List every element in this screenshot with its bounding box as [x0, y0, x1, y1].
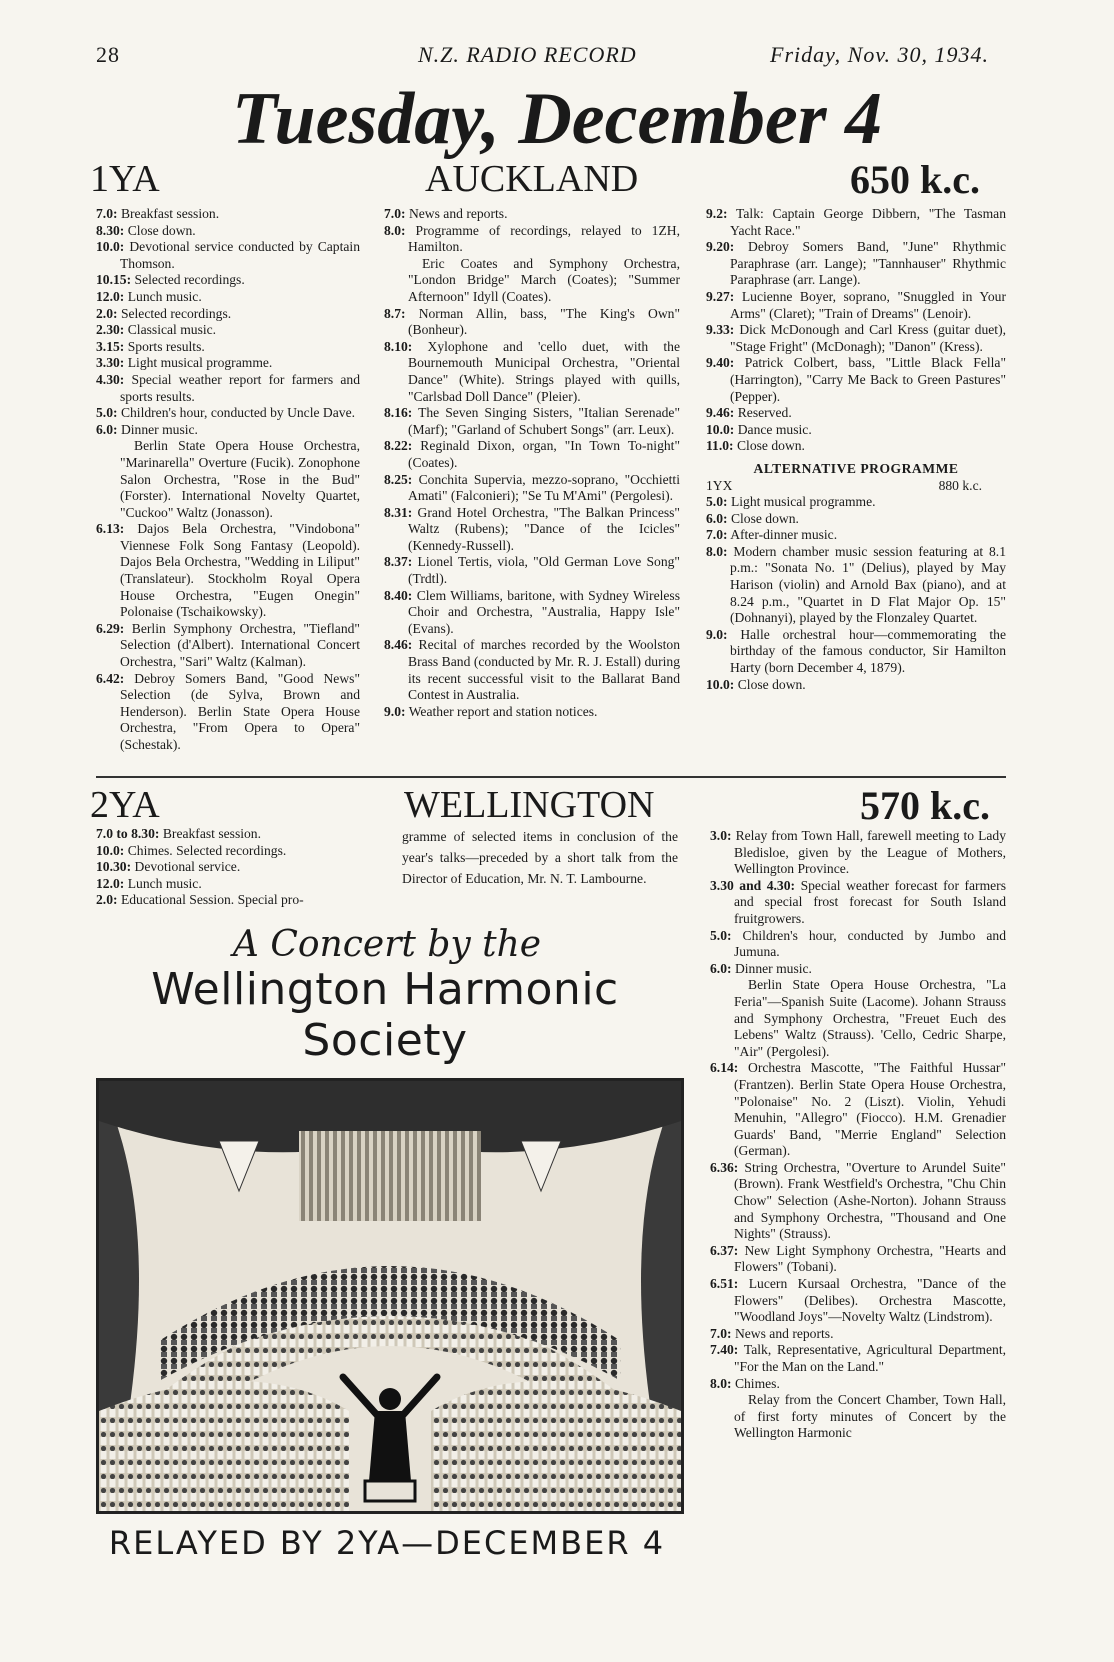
programme-entry	[710, 1060, 1006, 1160]
entry-time: 8.30:	[96, 222, 125, 238]
entry-text: Dinner music.	[120, 421, 198, 437]
entry-time: 8.0:	[384, 222, 406, 238]
entry-text: News and reports.	[734, 1325, 834, 1341]
entry-time: 7.40:	[710, 1342, 739, 1358]
programme-entry	[96, 306, 360, 323]
relayed-footer: RELAYED BY 2YA—DECEMBER 4	[108, 1524, 666, 1562]
entry-time: 10.0:	[706, 421, 735, 437]
programme-entry	[710, 878, 1006, 928]
programme-entry	[706, 527, 1006, 544]
programme-entry	[706, 206, 1006, 239]
entry-text: Berlin Symphony Orchestra, "Tiefland" Selection (d'Albert). International Concert Orchestra, "Sari" Waltz (Kalman).	[120, 620, 360, 670]
entry-text: Chimes.	[734, 1375, 780, 1391]
entry-text: Relay from Town Hall, farewell meeting to Lady Bledisloe, given by the League of Mothers, Wellington Province.	[734, 828, 1006, 877]
entry-text: Close down.	[737, 676, 806, 692]
entry-text: Programme of recordings, relayed to 1ZH, Hamilton.	[408, 222, 680, 255]
entry-time: 2.0:	[96, 892, 118, 908]
entry-time: 6.36:	[710, 1159, 739, 1175]
entry-text: Selected recordings.	[134, 272, 245, 288]
entry-time: 10.0:	[96, 239, 125, 255]
programme-entry	[706, 544, 1006, 627]
station-1ya-column-2	[384, 206, 680, 720]
entry-text: Special weather report for farmers and sports results.	[120, 371, 360, 404]
entry-time: 8.22:	[384, 438, 413, 454]
programme-entry	[96, 892, 362, 909]
entry-time: 3.30:	[96, 355, 125, 371]
entry-time: 9.40:	[706, 355, 735, 371]
station-2ya-column-2	[402, 826, 678, 889]
publication-title: N.Z. RADIO RECORD	[418, 42, 637, 67]
entry-time: 7.0 to 8.30:	[96, 826, 160, 841]
entry-time: 7.0:	[706, 527, 728, 543]
programme-entry	[96, 223, 360, 240]
entry-time: 8.7:	[384, 305, 406, 321]
entry-text: Debroy Somers Band, "June" Rhythmic Paraphrase (arr. Lange); "Tannhauser" Rhythmic Paraphrase (arr. Lange).	[730, 239, 1006, 288]
entry-time: 6.0:	[706, 510, 728, 526]
alternative-programme-heading: ALTERNATIVE PROGRAMME	[753, 460, 959, 476]
programme-entry	[706, 322, 1006, 355]
entry-text: Close down.	[736, 438, 805, 454]
entry-time: 3.15:	[96, 338, 125, 354]
concert-illustration	[96, 1078, 684, 1514]
entry-text: Classical music.	[127, 322, 217, 338]
entry-text: Dance music.	[737, 421, 812, 437]
programme-entry	[710, 1326, 1006, 1343]
programme-entry	[96, 372, 360, 405]
station-2ya-column-1	[96, 826, 362, 909]
entry-time: 10.15:	[96, 272, 132, 288]
programme-entry	[96, 438, 360, 521]
entry-time: 6.29:	[96, 620, 125, 636]
entry-text: Recital of marches recorded by the Woolston Brass Band (conducted by Mr. R. J. Estall) during its recent successful visit to the Ballarat Band Contest in Australia.	[408, 637, 680, 703]
entry-text: Modern chamber music session featuring at 8.1 p.m.: "Sonata No. 1" (Delius), played by May Harison (violin) and Arnold Bax (piano), and at 8.24 p.m., "Quartet in D Flat Major Op. 15" (Dohnanyi), played by the Flonzaley Quartet.	[730, 543, 1006, 626]
programme-entry	[96, 859, 362, 876]
programme-entry	[706, 405, 1006, 422]
programme-entry	[710, 828, 1006, 878]
entry-time: 6.0:	[96, 421, 118, 437]
programme-entry	[96, 272, 360, 289]
programme-entry	[96, 671, 360, 754]
entry-text: Weather report and station notices.	[408, 703, 598, 719]
station-1ya-city: AUCKLAND	[425, 158, 639, 200]
entry-time: 6.14:	[710, 1060, 739, 1076]
programme-entry	[710, 961, 1006, 978]
entry-time: 12.0:	[96, 875, 125, 891]
programme-entry	[384, 223, 680, 256]
entry-time: 6.0:	[710, 960, 732, 976]
entry-time: 8.10:	[384, 338, 413, 354]
entry-text: Lionel Tertis, viola, "Old German Love Song" (Trdtl).	[408, 554, 680, 587]
entry-text: Light musical programme.	[127, 355, 273, 371]
programme-entry	[706, 355, 1006, 405]
programme-entry	[96, 322, 360, 339]
entry-text: Eric Coates and Symphony Orchestra, "London Bridge" March (Coates); "Summer Afternoon" Idyll (Coates).	[408, 255, 680, 304]
alternative-programme-items	[706, 494, 1006, 693]
entry-text: Children's hour, conducted by Uncle Dave.	[120, 405, 356, 421]
entry-time: 12.0:	[96, 288, 125, 304]
programme-entry	[384, 256, 680, 306]
entry-text: Breakfast session.	[162, 826, 262, 841]
front-choir-right	[431, 1381, 681, 1511]
entry-text: Lunch music.	[127, 288, 202, 304]
entry-text: Selected recordings.	[120, 305, 232, 321]
programme-entry	[710, 977, 1006, 1060]
entry-time: 8.25:	[384, 471, 413, 487]
programme-entry	[706, 239, 1006, 289]
entry-text: Conchita Supervia, mezzo-soprano, "Occhietti Amati" (Falconieri); "Se Tu M'Ami" (Pergolesi).	[408, 471, 680, 504]
entry-time: 6.51:	[710, 1276, 739, 1292]
entry-time: 2.30:	[96, 322, 125, 338]
entry-text: Berlin State Opera House Orchestra, "La Feria"—Spanish Suite (Lacome). Johann Strauss and Symphony Orchestra, "Freuet Euch des Lebens" Waltz (Strauss). 'Cello, Cedric Sharpe, "Air" (Pergolesi).	[734, 977, 1006, 1059]
programme-entry	[384, 339, 680, 405]
entry-time: 10.0:	[706, 676, 735, 692]
entry-time: 2.0:	[96, 305, 118, 321]
programme-entry	[96, 355, 360, 372]
entry-text: Dajos Bela Orchestra, "Vindobona" Viennese Folk Song Fantasy (Leopold). Dajos Bela Orchestra, "Wedding in Liliput" (Translateur). Stockholm Royal Opera House Orchestra, "Eugen Onegin" Polonaise (Tschaikowsky).	[120, 521, 360, 620]
entry-time: 10.30:	[96, 859, 132, 875]
entry-text: Talk: Captain George Dibbern, "The Tasman Yacht Race."	[730, 206, 1006, 238]
programme-entry	[96, 206, 360, 223]
entry-time: 6.37:	[710, 1242, 739, 1258]
entry-time: 4.30:	[96, 371, 125, 387]
programme-entry	[96, 339, 360, 356]
entry-time: 9.27:	[706, 288, 735, 304]
programme-entry	[706, 438, 1006, 455]
entry-text: Special weather forecast for farmers and special frost forecast for South Island fruitgrowers.	[734, 877, 1006, 926]
entry-text: Close down.	[730, 510, 799, 526]
station-1ya-frequency: 650 k.c.	[850, 157, 980, 202]
station-2ya-column-3	[710, 828, 1006, 1442]
programme-entry	[706, 494, 1006, 511]
programme-entry	[706, 422, 1006, 439]
alternative-station-frequency: 880 k.c.	[938, 477, 982, 493]
programme-entry	[706, 627, 1006, 677]
entry-time: 8.0:	[706, 543, 728, 559]
station-2ya-frequency: 570 k.c.	[860, 783, 990, 828]
entry-time: 8.16:	[384, 405, 413, 421]
programme-entry	[96, 239, 360, 272]
entry-time: 8.0:	[710, 1375, 732, 1391]
programme-entry	[710, 1392, 1006, 1442]
entry-time: 11.0:	[706, 438, 734, 454]
entry-text: Devotional service conducted by Captain Thomson.	[120, 239, 360, 271]
programme-entry	[384, 588, 680, 638]
entry-text: Light musical programme.	[730, 494, 876, 510]
entry-text: Xylophone and 'cello duet, with the Bournemouth Municipal Orchestra, "Oriental Dance" (White). Strings played with quills, "Carlsbad Doll Dance" (Pleier).	[408, 338, 680, 404]
section-divider	[96, 776, 1006, 778]
programme-entry	[96, 422, 360, 439]
entry-time: 9.46:	[706, 405, 735, 421]
concert-title-line2: Wellington Harmonic Society	[151, 964, 619, 1066]
entry-time: 9.2:	[706, 206, 728, 221]
entry-text: Debroy Somers Band, "Good News" Selection (de Sylva, Brown and Henderson). Berlin State Opera House Orchestra, "From Opera to Opera" (Schestak).	[120, 670, 360, 752]
entry-time: 9.20:	[706, 239, 735, 255]
programme-entry	[96, 621, 360, 671]
entry-time: 9.33:	[706, 322, 735, 338]
station-1ya-call: 1YA	[90, 158, 160, 200]
entry-time: 3.30 and 4.30:	[710, 877, 796, 893]
entry-text: Dinner music.	[734, 960, 812, 976]
entry-time: 7.0:	[96, 206, 118, 221]
programme-entry	[96, 843, 362, 860]
entry-time: 6.42:	[96, 670, 125, 686]
programme-entry	[710, 1376, 1006, 1393]
entry-time: 5.0:	[96, 405, 118, 421]
entry-time: 9.0:	[706, 626, 728, 642]
programme-entry	[710, 1342, 1006, 1375]
programme-entry	[384, 438, 680, 471]
entry-time: 6.13:	[96, 521, 125, 537]
entry-text: Children's hour, conducted by Jumbo and Jumuna.	[734, 927, 1006, 960]
entry-text: News and reports.	[408, 206, 508, 221]
programme-entry	[710, 1276, 1006, 1326]
programme-entry	[384, 637, 680, 703]
programme-entry	[384, 206, 680, 223]
entry-text: Reserved.	[737, 405, 792, 421]
programme-entry	[96, 876, 362, 893]
entry-text: Norman Allin, bass, "The King's Own" (Bonheur).	[408, 305, 680, 338]
entry-text: Clem Williams, baritone, with Sydney Wireless Choir and Orchestra, "Australia, Happy Isle" (Evans).	[408, 587, 680, 636]
concert-title-line1: A Concert by the	[232, 924, 542, 965]
station-1ya-column-1	[96, 206, 360, 754]
station-2ya-call: 2YA	[90, 784, 160, 826]
entry-text: Sports results.	[127, 338, 205, 354]
day-heading: Tuesday, December 4	[231, 78, 883, 160]
front-choir-left	[99, 1381, 349, 1511]
programme-entry	[96, 521, 360, 621]
concert-hall-drawing	[99, 1081, 681, 1511]
programme-entry	[384, 405, 680, 438]
entry-time: 8.31:	[384, 504, 413, 520]
entry-text: Breakfast session.	[120, 206, 220, 221]
station-1ya-column-3	[706, 206, 1006, 693]
entry-time: 7.0:	[384, 206, 406, 221]
alternative-station-line	[706, 478, 1006, 495]
entry-time: 10.0:	[96, 842, 125, 858]
programme-entry	[706, 511, 1006, 528]
entry-time: 7.0:	[710, 1325, 732, 1341]
station-2ya-column-2-text: gramme of selected items in conclusion of the year's talks—preceded by a short talk from the Director of Education, Mr. N. T. Lambourne.	[402, 829, 678, 886]
station-1ya-column-3-items	[706, 206, 1006, 455]
programme-entry	[706, 677, 1006, 694]
issue-date: Friday, Nov. 30, 1934.	[770, 42, 989, 67]
programme-entry	[96, 405, 360, 422]
entry-time: 5.0:	[706, 494, 728, 510]
programme-entry	[96, 289, 360, 306]
programme-entry	[706, 289, 1006, 322]
entry-text: Educational Session. Special pro-	[120, 892, 304, 908]
entry-time: 8.46:	[384, 637, 413, 653]
programme-entry	[710, 1243, 1006, 1276]
entry-text: Talk, Representative, Agricultural Department, "For the Man on the Land."	[734, 1342, 1006, 1374]
entry-text: Patrick Colbert, bass, "Little Black Fella" (Harrington), "Carry Me Back to Green Pastures" (Pepper).	[730, 355, 1006, 404]
station-2ya-city: WELLINGTON	[404, 784, 655, 826]
entry-text: String Orchestra, "Overture to Arundel Suite" (Brown). Frank Westfield's Orchestra, "Chu Chin Chow" Selection (Ashe-Norton). Johann Strauss and Symphony Orchestra, "Thousand and One Nights" (Strauss).	[734, 1159, 1006, 1242]
entry-text: Relay from the Concert Chamber, Town Hall, of first forty minutes of Concert by the Wellington Harmonic	[734, 1392, 1006, 1441]
entry-text: Dick McDonough and Carl Kress (guitar duet), "Stage Fright" (McDonagh); "Danon" (Kress).	[730, 322, 1006, 354]
programme-entry	[384, 472, 680, 505]
programme-entry	[384, 554, 680, 587]
alternative-station-call: 1YX	[706, 477, 733, 493]
programme-entry	[710, 928, 1006, 961]
entry-text: Halle orchestral hour—commemorating the birthday of the famous conductor, Sir Hamilton Harty (born December 4, 1879).	[730, 626, 1006, 676]
entry-text: Close down.	[127, 222, 196, 238]
programme-entry	[384, 306, 680, 339]
entry-text: Lunch music.	[127, 875, 202, 891]
entry-text: Orchestra Mascotte, "The Faithful Hussar" (Frantzen). Berlin State Opera House Orchestra, "Polonaise" No. 2 (Liszt). Violin, Yehudi Menuhin, "Allegro" (Fiocco). H.M. Grenadier Guards' Band, "Merrie England" Selection (German).	[734, 1060, 1006, 1159]
page-number: 28	[96, 42, 120, 67]
entry-text: Chimes. Selected recordings.	[127, 842, 287, 858]
entry-time: 8.40:	[384, 587, 413, 603]
entry-time: 3.0:	[710, 828, 732, 843]
entry-text: Grand Hotel Orchestra, "The Balkan Princess" Waltz (Rubens); "Dance of the Icicles" (Kennedy-Russell).	[408, 504, 680, 553]
organ-pipes	[299, 1131, 481, 1221]
entry-text: After-dinner music.	[730, 527, 838, 543]
entry-text: New Light Symphony Orchestra, "Hearts and Flowers" (Tobani).	[734, 1242, 1006, 1275]
entry-text: Lucienne Boyer, soprano, "Snuggled in Your Arms" (Claret); "Train of Dreams" (Lenoir).	[730, 288, 1007, 321]
entry-text: The Seven Singing Sisters, "Italian Serenade" (Marf); "Garland of Schubert Songs" (arr. Leux).	[408, 405, 680, 437]
entry-time: 9.0:	[384, 703, 406, 719]
programme-entry	[384, 704, 680, 721]
entry-text: Devotional service.	[134, 859, 241, 875]
entry-time: 8.37:	[384, 554, 413, 570]
entry-text: Reginald Dixon, organ, "In Town To-night" (Coates).	[408, 438, 680, 470]
entry-text: Lucern Kursaal Orchestra, "Dance of the Flowers" (Delibes). Orchestra Mascotte, "Woodland Joys"—Novelty Waltz (Lindstrom).	[734, 1276, 1007, 1325]
entry-text: Berlin State Opera House Orchestra, "Marinarella" Overture (Fucik). Zonophone Salon Orchestra, "Rose in the Bud" (Forster). International Novelty Quartet, "Cuckoo" Waltz (Jonasson).	[120, 438, 360, 520]
programme-entry	[96, 826, 362, 843]
programme-entry	[384, 505, 680, 555]
entry-time: 5.0:	[710, 927, 732, 943]
programme-entry	[710, 1160, 1006, 1243]
